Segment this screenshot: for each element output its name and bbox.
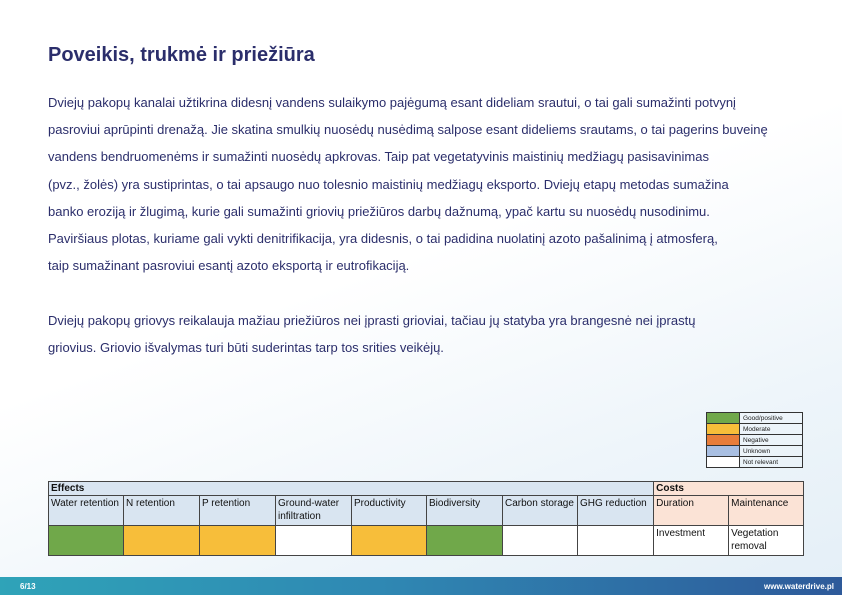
cost-value-cell: Vegetation removal	[729, 526, 804, 556]
legend-row	[707, 413, 803, 424]
legend-swatch	[707, 435, 740, 446]
group-header-row	[49, 482, 804, 496]
legend-swatch	[707, 413, 740, 424]
website-url: www.waterdrive.pl	[764, 582, 834, 591]
effect-rating-cell	[503, 526, 578, 556]
paragraph-2-line: griovius. Griovio išvalymas turi būti suderintas tarp tos srities veikėjų.	[48, 339, 444, 355]
paragraph-1-line: Dviejų pakopų kanalai užtikrina didesnį vandens sulaikymo pajėgumą esant dideliam srautui, o tai gali sumažinti potvynį	[48, 95, 736, 110]
legend-label: Negative	[740, 435, 803, 446]
effect-rating-cell	[352, 526, 427, 556]
effect-header: P retention	[200, 496, 276, 526]
cost-value-cell: Investment	[654, 526, 729, 556]
effect-header: Biodiversity	[427, 496, 503, 526]
paragraph-1-line: pasroviui aprūpinti drenažą. Jie skatina smulkių nuosėdų nusėdimą salpose esant dideliems srautams, o tai pagerins buveinę	[48, 122, 768, 138]
legend-swatch	[707, 457, 740, 468]
effects-group-header: Effects	[49, 482, 654, 496]
paragraph-1-line: (pvz., žolės) yra sustiprintas, o tai apsaugo nuo tolesnio maistinių medžiagų eksporto. Dviejų etapų metodas sumažina	[48, 176, 729, 192]
paragraph-1-line: taip sumažinant pasroviui esantį azoto eksportą ir eutrofikaciją.	[48, 258, 410, 274]
paragraph-2-line: Dviejų pakopų griovys reikalauja mažiau priežiūros nei įprasti grioviai, tačiau jų statyba yra brangesnė nei įprastų	[48, 312, 696, 328]
legend-row	[707, 424, 803, 435]
paragraph-gap	[48, 279, 838, 306]
effect-rating-cell	[49, 526, 124, 556]
legend-label: Not relevant	[740, 457, 803, 468]
effect-rating-cell	[427, 526, 503, 556]
legend-label: Unknown	[740, 446, 803, 457]
legend	[706, 412, 803, 468]
paragraph-1-line: vandens bendruomenėms ir sumažinti nuosėdų apkrovas. Taip pat vegetatyvinis maistinių medžiagų pasisavinimas	[48, 149, 709, 165]
legend-swatch	[707, 424, 740, 435]
page-number: 6/13	[20, 582, 36, 591]
footer-bar	[0, 577, 842, 595]
cost-header: Duration	[654, 496, 729, 526]
legend-swatch	[707, 446, 740, 457]
effect-header: Ground-water infiltration	[276, 496, 352, 526]
legend-label: Good/positive	[740, 413, 803, 424]
effect-header: N retention	[124, 496, 200, 526]
costs-group-header: Costs	[654, 482, 804, 496]
effect-rating-cell	[124, 526, 200, 556]
effects-costs-table	[48, 481, 804, 556]
legend-row	[707, 435, 803, 446]
body-text	[48, 89, 838, 361]
effect-header: GHG reduction	[578, 496, 654, 526]
effect-header: Carbon storage	[503, 496, 578, 526]
effect-rating-cell	[200, 526, 276, 556]
legend-label: Moderate	[740, 424, 803, 435]
column-header-row	[49, 496, 804, 526]
effect-rating-cell	[578, 526, 654, 556]
effect-rating-cell	[276, 526, 352, 556]
effect-header: Water retention	[49, 496, 124, 526]
paragraph-1-line: Paviršiaus plotas, kuriame gali vykti denitrifikacija, yra didesnis, o tai padidina nuolatinį azoto pašalinimą į atmosferą,	[48, 231, 718, 247]
cost-header: Maintenance	[729, 496, 804, 526]
effect-header: Productivity	[352, 496, 427, 526]
legend-row	[707, 457, 803, 468]
paragraph-1-line: banko eroziją ir žlugimą, kurie gali sumažinti griovių priežiūros darbų dažnumą, ypač kartu su nuosėdų nusodinimu.	[48, 203, 710, 219]
rating-row	[49, 526, 804, 556]
legend-row	[707, 446, 803, 457]
page-title: Poveikis, trukmė ir priežiūra	[48, 44, 315, 66]
